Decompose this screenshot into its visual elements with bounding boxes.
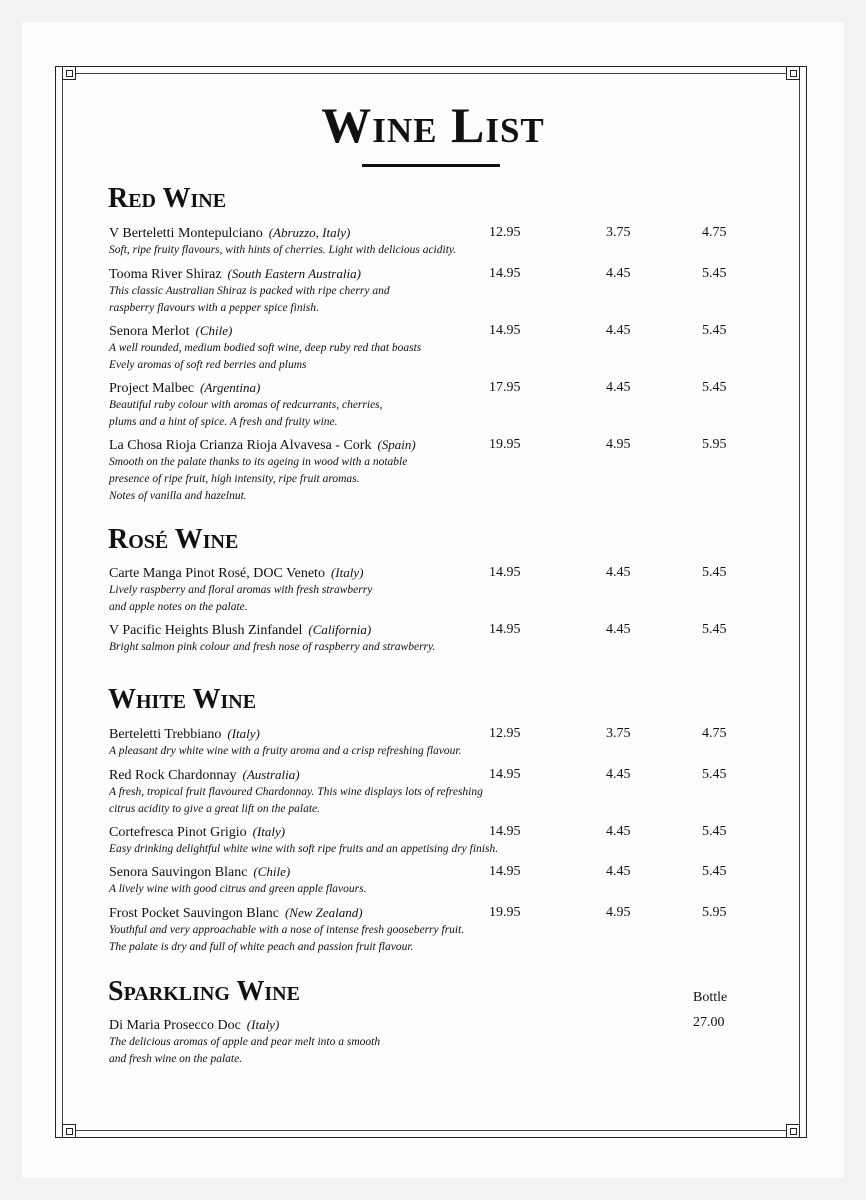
wine-description: The delicious aromas of apple and pear melt into a smooth and fresh wine on the palate.: [109, 1036, 381, 1065]
price-small-glass: 3.75: [606, 225, 631, 240]
price-bottle: 14.95: [489, 622, 521, 637]
price-bottle: 12.95: [489, 726, 521, 741]
price-bottle: 19.95: [489, 437, 521, 452]
wine-item: [109, 766, 749, 818]
corner-ornament-icon: [786, 66, 800, 80]
price-large-glass: 5.95: [702, 437, 727, 452]
section-title-red: Red Wine: [108, 183, 227, 214]
wine-description: A pleasant dry white wine with a fruity aroma and a crisp refreshing flavour.: [109, 745, 462, 757]
wine-name: Berteletti Trebbiano: [109, 727, 222, 742]
wine-origin: (Italy): [330, 565, 364, 580]
page-title: Wine List: [321, 97, 545, 153]
wine-description: A well rounded, medium bodied soft wine, deep ruby red that boasts Evely aromas of soft red berries and plums: [109, 342, 422, 371]
price-small-glass: 4.45: [606, 380, 631, 395]
wine-item: [109, 322, 749, 374]
wine-name: V Pacific Heights Blush Zinfandel: [109, 623, 303, 638]
price-bottle: 19.95: [489, 905, 521, 920]
price-small-glass: 4.45: [606, 864, 631, 879]
wine-description: This classic Australian Shiraz is packed with ripe cherry and raspberry flavours with a pepper spice finish.: [109, 285, 390, 314]
wine-description: Smooth on the palate thanks to its ageing in wood with a notable presence of ripe fruit, high intensity, ripe fruit aromas. Notes of vanilla and hazelnut.: [109, 456, 408, 502]
wine-item: [109, 265, 749, 317]
wine-name: Red Rock Chardonnay: [109, 768, 237, 783]
wine-item: [109, 379, 749, 431]
wine-item: [109, 725, 749, 760]
wine-name: Frost Pocket Sauvingon Blanc: [109, 906, 279, 921]
wine-origin: (South Eastern Australia): [227, 266, 361, 281]
wine-item: [109, 436, 749, 505]
price-large-glass: 5.45: [702, 767, 727, 782]
wine-item: [109, 823, 749, 858]
wine-name: Di Maria Prosecco Doc: [109, 1018, 241, 1033]
price-small-glass: 4.45: [606, 622, 631, 637]
wine-item: [109, 904, 749, 956]
price-small-glass: 4.45: [606, 824, 631, 839]
wine-name: La Chosa Rioja Crianza Rioja Alvavesa - Cork: [109, 438, 372, 453]
title-divider: [362, 164, 500, 167]
price-bottle: 14.95: [489, 767, 521, 782]
wine-origin: (Italy): [227, 726, 260, 741]
section-title-rose: Rosé Wine: [108, 524, 239, 555]
wine-description: A lively wine with good citrus and green apple flavours.: [109, 883, 367, 895]
wine-item: [109, 564, 749, 616]
wine-origin: (Argentina): [200, 380, 261, 395]
price-large-glass: 5.45: [702, 323, 727, 338]
bottle-column-label: Bottle: [693, 990, 728, 1005]
wine-name: Senora Sauvingon Blanc: [109, 865, 248, 880]
wine-item: [109, 621, 749, 656]
price-large-glass: 5.45: [702, 380, 727, 395]
section-title-white: White Wine: [108, 684, 257, 715]
price-small-glass: 4.45: [606, 266, 631, 281]
wine-name: Tooma River Shiraz: [109, 267, 222, 282]
wine-description: Beautiful ruby colour with aromas of redcurrants, cherries, plums and a hint of spice. A fresh and fruity wine.: [109, 399, 383, 428]
wine-description: Easy drinking delightful white wine with soft ripe fruits and an appetising dry finish.: [109, 843, 499, 855]
price-large-glass: 4.75: [702, 726, 727, 741]
price-large-glass: 5.45: [702, 622, 727, 637]
price-bottle: 27.00: [693, 1015, 725, 1030]
wine-description: A fresh, tropical fruit flavoured Chardonnay. This wine displays lots of refreshing citrus acidity to give a great lift on the palate.: [109, 786, 483, 815]
price-small-glass: 3.75: [606, 726, 631, 741]
section-title-sparkling: Sparkling Wine: [108, 976, 300, 1007]
corner-ornament-icon: [62, 1124, 76, 1138]
wine-origin: (Chile): [195, 323, 233, 338]
price-bottle: 14.95: [489, 864, 521, 879]
wine-item: [109, 1016, 749, 1068]
wine-description: Youthful and very approachable with a nose of intense fresh gooseberry fruit. The palate is dry and full of white peach and passion fruit flavour.: [109, 924, 465, 953]
wine-name: Carte Manga Pinot Rosé, DOC Veneto: [109, 566, 325, 581]
wine-origin: (New Zealand): [284, 905, 363, 920]
price-small-glass: 4.95: [606, 437, 631, 452]
wine-origin: (Australia): [242, 767, 300, 782]
price-bottle: 14.95: [489, 266, 521, 281]
corner-ornament-icon: [786, 1124, 800, 1138]
price-bottle: 14.95: [489, 565, 521, 580]
corner-ornament-icon: [62, 66, 76, 80]
price-bottle: 17.95: [489, 380, 521, 395]
price-large-glass: 5.45: [702, 824, 727, 839]
wine-name: Cortefresca Pinot Grigio: [109, 825, 247, 840]
wine-description: Lively raspberry and floral aromas with fresh strawberry and apple notes on the palate.: [109, 584, 373, 613]
wine-item: [109, 224, 749, 259]
wine-name: Project Malbec: [109, 381, 195, 396]
wine-name: Senora Merlot: [109, 324, 190, 339]
price-small-glass: 4.45: [606, 565, 631, 580]
wine-name: V Berteletti Montepulciano: [109, 226, 263, 241]
wine-origin: (Chile): [253, 864, 291, 879]
price-small-glass: 4.45: [606, 323, 631, 338]
price-large-glass: 5.45: [702, 565, 727, 580]
wine-description: Soft, ripe fruity flavours, with hints of cherries. Light with delicious acidity.: [109, 244, 457, 256]
wine-origin: (Spain): [377, 437, 416, 452]
price-bottle: 12.95: [489, 225, 521, 240]
price-bottle: 14.95: [489, 824, 521, 839]
price-small-glass: 4.95: [606, 905, 631, 920]
wine-item: [109, 863, 749, 898]
price-large-glass: 5.95: [702, 905, 727, 920]
wine-description: Bright salmon pink colour and fresh nose of raspberry and strawberry.: [109, 641, 436, 653]
price-large-glass: 4.75: [702, 225, 727, 240]
wine-origin: (California): [308, 622, 372, 637]
price-small-glass: 4.45: [606, 767, 631, 782]
wine-origin: (Italy): [252, 824, 286, 839]
price-large-glass: 5.45: [702, 864, 727, 879]
wine-origin: (Italy): [246, 1017, 280, 1032]
price-bottle: 14.95: [489, 323, 521, 338]
price-large-glass: 5.45: [702, 266, 727, 281]
wine-origin: (Abruzzo, Italy): [268, 225, 351, 240]
